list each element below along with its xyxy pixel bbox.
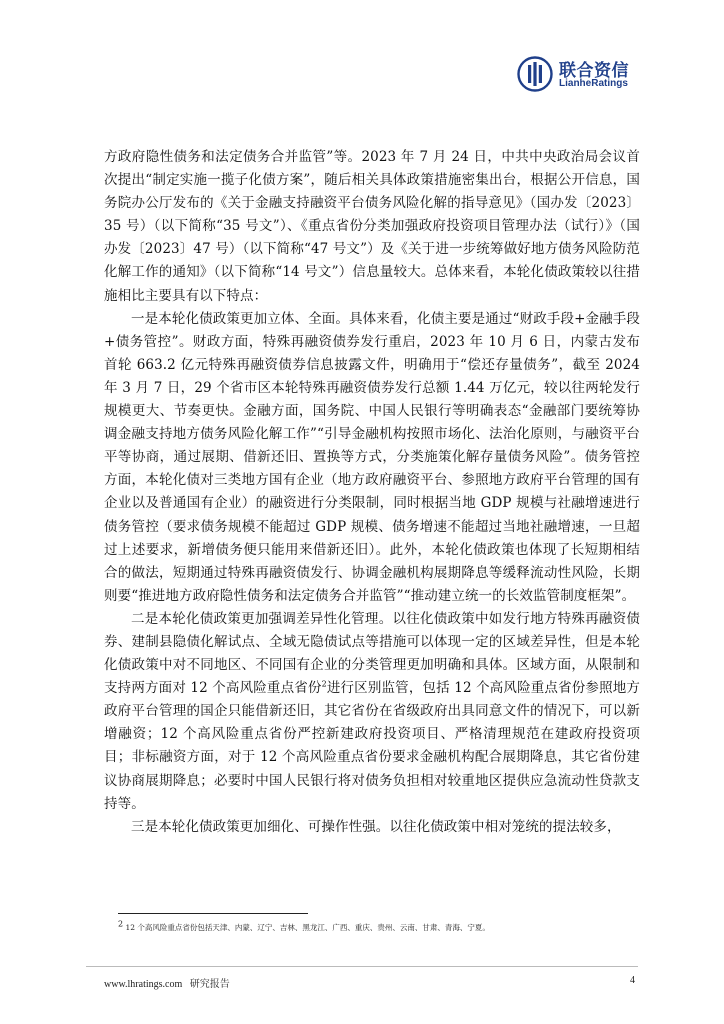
- footer-website-link[interactable]: www.lhratings.com: [104, 979, 183, 990]
- report-body: [104, 146, 640, 839]
- paragraph-point-two: [104, 608, 640, 816]
- paragraph-point-two-text-b: 进行区别监管，包括 12 个高风险重点省份参照地方政府平台管理的国企只能借新还旧，其它省份在省级政府出具同意文件的情况下，可以新增融资；12 个高风险重点省份严控新建政府投资项目、严格清理规范在建政府投资项目；非标融资方面，对于 12 个高风险重点省份要求金融机构配合展期降息，其它省份建议协商展期降息；必要时中国人民银行将对债务负担相对较重地区提供应急流动性贷款支持等。: [104, 680, 640, 812]
- footnote: [118, 919, 638, 933]
- footnote-text: 12 个高风险重点省份包括天津、内蒙、辽宁、吉林、黑龙江、广西、重庆、贵州、云南、甘肃、青海、宁夏。: [125, 923, 490, 932]
- footnote-reference[interactable]: 2: [321, 679, 327, 689]
- paragraph-point-two-text-a: 二是本轮化债政策更加强调差异性化管理。以往化债政策中如发行地方特殊再融资债券、建制县隐债化解试点、全域无隐债试点等措施可以体现一定的区域差异性，但是本轮化债政策中对不同地区、不同国有企业的分类管理更加明确和具体。区域方面，从限制和支持两方面对 12 个高风险重点省份: [104, 610, 640, 697]
- paragraph-point-three: 三是本轮化债政策更加细化、可操作性强。以往化债政策中相对笼统的提法较多，: [131, 818, 621, 835]
- company-logo: [517, 56, 645, 96]
- footnote-marker: 2: [118, 919, 124, 929]
- paragraph-intro: 方政府隐性债务和法定债务合并监管”等。2023 年 7 月 24 日，中共中央政治局会议首次提出“制定实施一揽子化债方案”，随后相关具体政策措施密集出台，根据公开信息，国务院办公厅发布的《关于金融支持融资平台债务风险化解的指导意见》（国办发〔2023〕35 号）（以下简称“35 号文”）、《重点省份分类加强政府投资项目管理办法（试行）》（国办发〔2023〕47 号）（以下简称“47 号文”）及《关于进一步统筹做好地方债务风险防范化解工作的通知》（以下简称“14 号文”）信息量较大。总体来看，本轮化债政策较以往措施相比主要具有以下特点：: [104, 149, 640, 304]
- footer-report-type: 研究报告: [189, 979, 230, 990]
- footer-divider: [86, 966, 638, 967]
- page-number: 4: [630, 975, 635, 986]
- logo-chinese-name: 联合资信: [559, 61, 629, 81]
- paragraph-point-one: 一是本轮化债政策更加立体、全面。具体来看，化债主要是通过“财政手段+金融手段+债务管控”。财政方面，特殊再融资债券发行重启，2023 年 10 月 6 日，内蒙古发布首轮 663.2 亿元特殊再融资债券信息披露文件，明确用于“偿还存量债务”，截至 2024 年 3 月 7 日，29 个省市区本轮特殊再融资债券发行总额 1.44 万亿元，较以往两轮发行规模更大、节奏更快。金融方面，国务院、中国人民银行等明确表态“金融部门要统筹协调金融支持地方债务风险化解工作”“引导金融机构按照市场化、法治化原则，与融资平台平等协商，通过展期、借新还旧、置换等方式，分类施策化解存量债务风险”。债务管控方面，本轮化债对三类地方国有企业（地方政府融资平台、参照地方政府平台管理的国有企业以及普通国有企业）的融资进行分类限制，同时根据当地 GDP 规模与社融增速进行债务管控（要求债务规模不能超过 GDP 规模、债务增速不能超过当地社融增速，一旦超过上述要求，新增债务便只能用来借新还旧）。此外，本轮化债政策也体现了长短期相结合的做法，短期通过特殊再融资债发行、协调金融机构展期降息等缓释流动性风险，长期则要“推进地方政府隐性债务和法定债务合并监管”“推动建立统一的长效监管制度框架”。: [104, 310, 640, 604]
- footnote-divider: [118, 913, 308, 914]
- logo-english-name: LianheRatings: [559, 78, 628, 89]
- lianhe-logo-icon: [517, 56, 553, 92]
- footer-left: [104, 975, 230, 990]
